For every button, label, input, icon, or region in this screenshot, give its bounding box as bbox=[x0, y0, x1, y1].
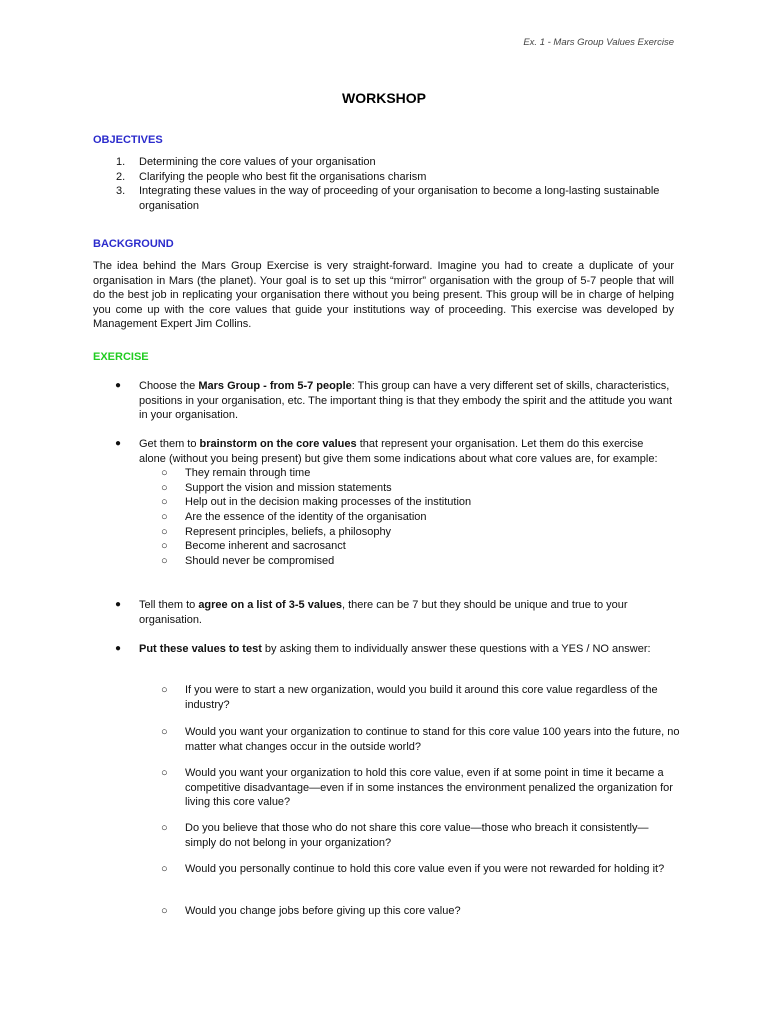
objective-item bbox=[93, 170, 683, 185]
text-run: Choose the bbox=[139, 380, 199, 392]
text-run: that represent your organisation. Let them do this exercise alone (without you being present) but give them some indications about what core values are, for example: bbox=[139, 438, 658, 465]
question-row bbox=[93, 862, 665, 877]
question-text: Would you change jobs before giving up this core value? bbox=[185, 905, 461, 917]
bullet-text bbox=[93, 598, 669, 627]
sub-list-item bbox=[93, 525, 683, 540]
bold-run: agree on a list of 3-5 values bbox=[198, 599, 342, 611]
bold-run: - bbox=[260, 380, 270, 392]
bold-run: Mars Group bbox=[198, 380, 261, 392]
circle-bullet-icon: ○ bbox=[161, 554, 168, 567]
circle-bullet-icon: ○ bbox=[161, 767, 168, 779]
circle-bullet-icon: ○ bbox=[161, 863, 168, 875]
background-paragraph: The idea behind the Mars Group Exercise is very straight-forward. Imagine you had to create a duplicate of your organisation in Mars (the planet). Your goal is to set up this “mirror” organisation with the group of 5-7 people that will do the best job in replicating your organisation there without you being present. This group will be in charge of helping you come up with the core values that guide your institutions way of proceeding. This exercise was developed by Management Expert Jim Collins. bbox=[93, 260, 674, 331]
sub-list-item bbox=[93, 481, 683, 496]
bullet-icon: ● bbox=[115, 380, 122, 391]
sub-item-text: Should never be compromised bbox=[185, 554, 335, 567]
sub-item-text: Are the essence of the identity of the organisation bbox=[185, 510, 427, 523]
circle-bullet-icon: ○ bbox=[161, 467, 168, 480]
question-row bbox=[93, 766, 675, 810]
objective-number: 3. bbox=[116, 185, 126, 198]
text-run: by asking them to individually answer these questions with a YES / NO answer: bbox=[261, 643, 651, 655]
bold-run: from 5-7 people bbox=[269, 380, 352, 392]
question-text: Would you personally continue to hold this core value even if you were not rewarded for holding it? bbox=[185, 863, 665, 875]
objective-item bbox=[93, 155, 683, 170]
sub-list-item bbox=[93, 466, 683, 481]
sub-list-item bbox=[93, 554, 683, 569]
objective-number: 2. bbox=[116, 170, 126, 183]
circle-bullet-icon: ○ bbox=[161, 540, 168, 553]
bold-run: Put these values to test bbox=[139, 643, 262, 655]
sub-item-text: Help out in the decision making processes of the institution bbox=[185, 496, 472, 509]
question-row bbox=[93, 904, 685, 919]
bullet-text bbox=[93, 642, 659, 657]
exercise-heading: EXERCISE bbox=[93, 351, 149, 363]
sub-list-item bbox=[93, 539, 683, 554]
circle-bullet-icon: ○ bbox=[161, 726, 168, 738]
objective-text: Integrating these values in the way of proceeding of your organisation to become a long-lasting sustainable organisation bbox=[139, 185, 660, 212]
bullet-icon: ● bbox=[115, 438, 122, 449]
page-title: WORKSHOP bbox=[342, 90, 426, 106]
sub-item-text: Support the vision and mission statements bbox=[185, 481, 392, 494]
objective-number: 1. bbox=[116, 156, 126, 168]
question-text: Would you want your organization to continue to stand for this core value 100 years into the future, no matter what changes occur in the outside world? bbox=[185, 726, 680, 753]
running-header: Ex. 1 - Mars Group Values Exercise bbox=[523, 37, 674, 48]
sub-item-text: They remain through time bbox=[185, 467, 311, 480]
question-row bbox=[93, 725, 685, 754]
core-value-examples bbox=[93, 466, 683, 568]
question-item bbox=[93, 725, 683, 754]
circle-bullet-icon: ○ bbox=[161, 525, 168, 538]
objective-text: Clarifying the people who best fit the organisations charism bbox=[139, 170, 427, 183]
circle-bullet-icon: ○ bbox=[161, 481, 168, 494]
background-heading: BACKGROUND bbox=[93, 238, 174, 250]
circle-bullet-icon: ○ bbox=[161, 822, 168, 834]
question-row bbox=[93, 821, 655, 850]
question-text: If you were to start a new organization, would you build it around this core value regardless of the industry? bbox=[185, 684, 658, 711]
bold-run: brainstorm on the core values bbox=[199, 438, 357, 450]
circle-bullet-icon: ○ bbox=[161, 684, 168, 696]
bullet-icon: ● bbox=[115, 643, 122, 654]
sub-item-text: Become inherent and sacrosanct bbox=[185, 540, 346, 553]
text-run: Get them to bbox=[139, 438, 200, 450]
objective-text: Determining the core values of your organisation bbox=[139, 156, 376, 168]
question-item bbox=[93, 904, 683, 919]
objectives-heading: OBJECTIVES bbox=[93, 134, 163, 146]
question-item bbox=[93, 683, 683, 712]
question-text: Would you want your organization to hold this core value, even if at some point in time it became a competitive disadvantage—even if in some instances the environment penalized the organization for living this core value? bbox=[185, 767, 673, 809]
question-item bbox=[93, 862, 683, 877]
objective-item bbox=[93, 184, 691, 213]
text-run: Tell them to bbox=[139, 599, 199, 611]
sub-list-item bbox=[93, 495, 683, 510]
sub-item-text: Represent principles, beliefs, a philosophy bbox=[185, 525, 392, 538]
circle-bullet-icon: ○ bbox=[161, 496, 168, 509]
question-row bbox=[93, 683, 675, 712]
exercise-bullet-agree bbox=[93, 598, 683, 627]
question-item bbox=[93, 766, 683, 810]
bullet-icon: ● bbox=[115, 599, 122, 610]
exercise-bullet-mars-group bbox=[93, 379, 683, 423]
exercise-bullet-brainstorm bbox=[93, 437, 683, 568]
bullet-text bbox=[93, 437, 666, 466]
circle-bullet-icon: ○ bbox=[161, 905, 168, 917]
exercise-bullet-test-values bbox=[93, 642, 683, 657]
sub-list-item bbox=[93, 510, 683, 525]
text-run: : This group can have a very different set of skills, characteristics, positions in your organisation, etc. The important thing is that they embody the spirit and the attitude you want in your organisation. bbox=[139, 380, 672, 422]
bullet-text bbox=[93, 379, 676, 423]
question-text: Do you believe that those who do not share this core value—those who breach it consistently—simply do not belong in your organization? bbox=[185, 822, 649, 849]
objectives-list bbox=[93, 155, 683, 213]
text-run: , there can be 7 but they should be unique and true to your organisation. bbox=[139, 599, 628, 626]
question-item bbox=[93, 821, 683, 850]
circle-bullet-icon: ○ bbox=[161, 510, 168, 523]
